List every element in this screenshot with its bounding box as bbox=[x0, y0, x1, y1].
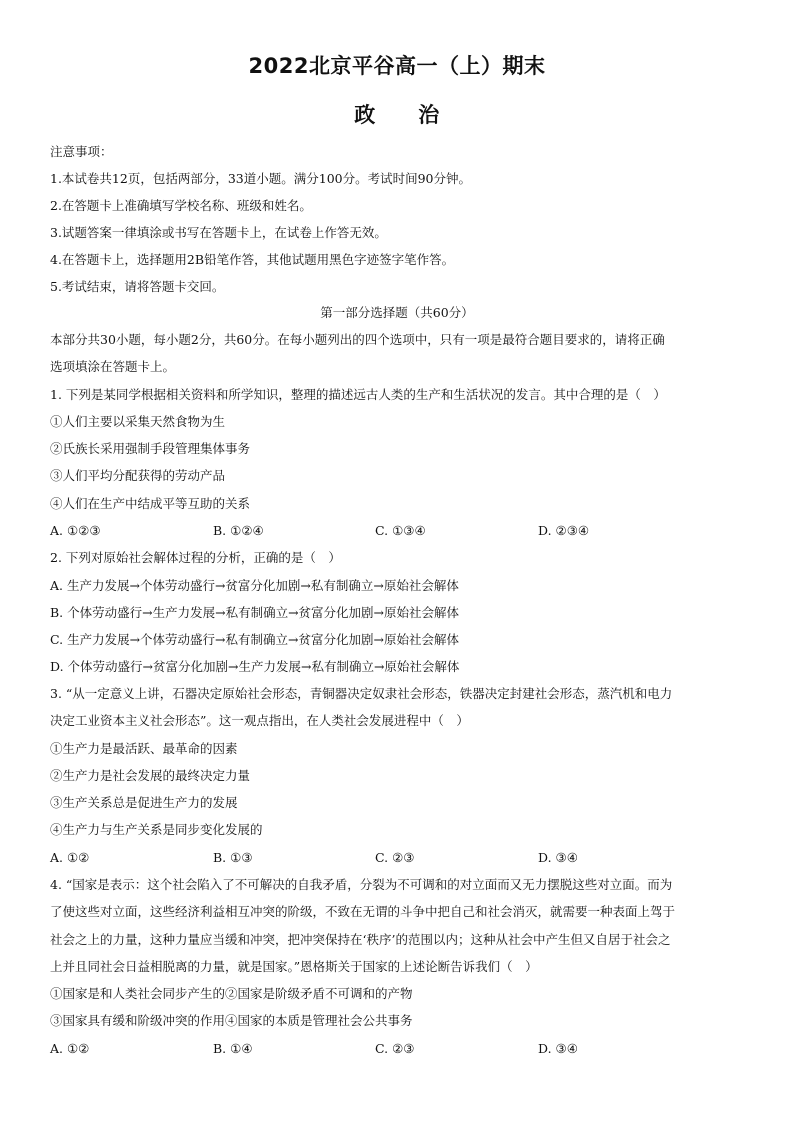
q4-option-d: D. ③④ bbox=[538, 1041, 578, 1056]
subject-char-1: 政 bbox=[354, 103, 376, 127]
q3-option-b: B. ①③ bbox=[213, 850, 253, 865]
q2-stem: 2. 下列对原始社会解体过程的分析，正确的是（ ） bbox=[50, 550, 341, 565]
q4-stem: 社会之上的力量，这种力量应当缓和冲突，把冲突保持在‘秩序’的范围以内；这种从社会中产生但又自居于社会之 bbox=[50, 932, 671, 947]
part1-intro: 选项填涂在答题卡上。 bbox=[50, 359, 176, 374]
q1-item: ③人们平均分配获得的劳动产品 bbox=[50, 468, 226, 483]
q3-stem: 3. “从一定意义上讲，石器决定原始社会形态，青铜器决定奴隶社会形态，铁器决定封建社会形态，蒸汽机和电力 bbox=[50, 686, 673, 701]
q1-item: ②氏族长采用强制手段管理集体事务 bbox=[50, 441, 251, 456]
subject-char-2: 治 bbox=[418, 103, 440, 127]
q4-stem: 4. “国家是表示：这个社会陷入了不可解决的自我矛盾，分裂为不可调和的对立面而又无力摆脱这些对立面。而为 bbox=[50, 877, 673, 892]
q4-stem: 上并且同社会日益相脱离的力量，就是国家。”恩格斯关于国家的上述论断告诉我们（ ） bbox=[50, 959, 538, 974]
exam-title: 2022北京平谷高一（上）期末 bbox=[248, 54, 546, 78]
q3-stem: 决定工业资本主义社会形态”。这一观点指出，在人类社会发展进程中（ ） bbox=[50, 713, 469, 728]
q4-option-a: A. ①② bbox=[50, 1041, 90, 1056]
q1-item: ①人们主要以采集天然食物为生 bbox=[50, 414, 226, 429]
q3-item: ③生产关系总是促进生产力的发展 bbox=[50, 795, 238, 810]
q1-option-b: B. ①②④ bbox=[213, 523, 264, 538]
q3-option-d: D. ③④ bbox=[538, 850, 578, 865]
part1-heading: 第一部分选择题（共60分） bbox=[320, 305, 474, 320]
q4-stem: 了使这些对立面，这些经济利益相互冲突的阶级，不致在无谓的斗争中把自己和社会消灭，就需要一种表面上驾于 bbox=[50, 904, 676, 919]
subject-title bbox=[0, 99, 794, 129]
q3-option-c: C. ②③ bbox=[375, 850, 415, 865]
note-item: 4.在答题卡上，选择题用2B铅笔作答，其他试题用黑色字迹签字笔作答。 bbox=[50, 252, 455, 267]
q3-option-a: A. ①② bbox=[50, 850, 90, 865]
q2-option-c: C. 生产力发展→个体劳动盛行→私有制确立→贫富分化加剧→原始社会解体 bbox=[50, 632, 459, 647]
part1-intro: 本部分共30小题，每小题2分，共60分。在每小题列出的四个选项中，只有一项是最符合题目要求的，请将正确 bbox=[50, 332, 665, 347]
q3-item: ①生产力是最活跃、最革命的因素 bbox=[50, 741, 238, 756]
q1-stem: 1. 下列是某同学根据相关资料和所学知识，整理的描述远古人类的生产和生活状况的发言。其中合理的是（ ） bbox=[50, 387, 666, 402]
note-item: 5.考试结束，请将答题卡交回。 bbox=[50, 279, 225, 294]
q4-option-b: B. ①④ bbox=[213, 1041, 253, 1056]
q2-option-a: A. 生产力发展→个体劳动盛行→贫富分化加剧→私有制确立→原始社会解体 bbox=[50, 578, 459, 593]
q2-option-b: B. 个体劳动盛行→生产力发展→私有制确立→贫富分化加剧→原始社会解体 bbox=[50, 605, 460, 620]
note-item: 1.本试卷共12页，包括两部分，33道小题。满分100分。考试时间90分钟。 bbox=[50, 171, 472, 186]
q4-option-c: C. ②③ bbox=[375, 1041, 415, 1056]
notes-heading: 注意事项： bbox=[50, 144, 113, 159]
q1-option-a: A. ①②③ bbox=[50, 523, 101, 538]
q1-item: ④人们在生产中结成平等互助的关系 bbox=[50, 496, 251, 511]
q4-item: ③国家具有缓和阶级冲突的作用④国家的本质是管理社会公共事务 bbox=[50, 1013, 413, 1028]
q2-option-d: D. 个体劳动盛行→贫富分化加剧→生产力发展→私有制确立→原始社会解体 bbox=[50, 659, 460, 674]
note-item: 2.在答题卡上准确填写学校名称、班级和姓名。 bbox=[50, 198, 312, 213]
q4-item: ①国家是和人类社会同步产生的②国家是阶级矛盾不可调和的产物 bbox=[50, 986, 413, 1001]
q1-option-d: D. ②③④ bbox=[538, 523, 590, 538]
q3-item: ④生产力与生产关系是同步变化发展的 bbox=[50, 822, 263, 837]
note-item: 3.试题答案一律填涂或书写在答题卡上，在试卷上作答无效。 bbox=[50, 225, 387, 240]
q1-option-c: C. ①③④ bbox=[375, 523, 426, 538]
q3-item: ②生产力是社会发展的最终决定力量 bbox=[50, 768, 251, 783]
